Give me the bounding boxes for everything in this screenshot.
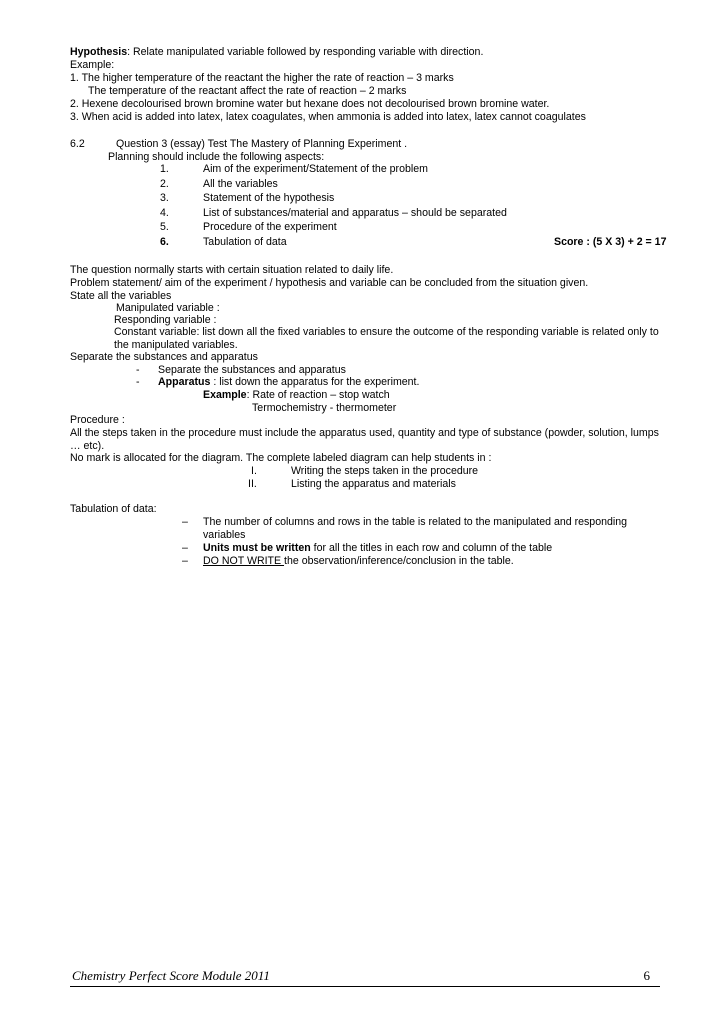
aspect-text: Procedure of the experiment <box>203 221 337 233</box>
aspect-number: 4. <box>160 207 169 219</box>
tabulation-label: Tabulation of data: <box>70 503 157 515</box>
footer-rule <box>70 986 660 987</box>
aspect-text: All the variables <box>203 178 278 190</box>
dash: - <box>136 364 140 376</box>
aspect-number: 5. <box>160 221 169 233</box>
do-not-write: DO NOT WRITE <box>203 555 285 567</box>
units-text: for all the titles in each row and column of the table <box>310 542 553 554</box>
section-title: Question 3 (essay) Test The Mastery of Planning Experiment . <box>116 138 408 150</box>
apparatus-text: : list down the apparatus for the experiment. <box>210 376 420 388</box>
separate-heading: Separate the substances and apparatus <box>70 351 258 363</box>
procedure-text-cont: … etc). <box>70 440 105 452</box>
hypothesis-line <box>70 46 483 58</box>
hypothesis-text: : Relate manipulated variable followed by responding variable with direction. <box>127 46 484 58</box>
aspect-text: Tabulation of data <box>203 236 287 248</box>
page-footer <box>72 970 660 982</box>
hypothesis-label: Hypothesis <box>70 46 128 58</box>
dash: – <box>182 542 188 554</box>
footer-title: Chemistry Perfect Score Module 2011 <box>72 968 270 983</box>
roman-text: Listing the apparatus and materials <box>291 478 456 490</box>
score-text: Score : (5 X 3) + 2 = 17 <box>554 236 667 248</box>
tabulation-bullet-1-cont: variables <box>203 529 246 541</box>
paragraph: State all the variables <box>70 290 172 302</box>
separate-item: Separate the substances and apparatus <box>158 364 346 376</box>
responding-variable: Responding variable : <box>114 314 217 326</box>
example-3: 3. When acid is added into latex, latex coagulates, when ammonia is added into latex, latex cannot coagulates <box>70 111 586 123</box>
example-1b: The temperature of the reactant affect the rate of reaction – 2 marks <box>88 85 407 97</box>
aspect-text: Aim of the experiment/Statement of the problem <box>203 163 428 175</box>
procedure-text: All the steps taken in the procedure must include the apparatus used, quantity and type of substance (powder, solution, lumps <box>70 427 659 439</box>
dash: – <box>182 516 188 528</box>
aspect-text: List of substances/material and apparatus – should be separated <box>203 207 507 219</box>
example-line <box>203 389 390 401</box>
section-intro: Planning should include the following aspects: <box>108 151 325 163</box>
example-line-2: Termochemistry - thermometer <box>252 402 397 414</box>
aspect-number: 6. <box>160 236 169 248</box>
tabulation-bullet-2 <box>203 542 552 554</box>
apparatus-label: Apparatus <box>158 376 211 388</box>
constant-variable: Constant variable: list down all the fixed variables to ensure the outcome of the responding variable is related only to <box>114 326 659 338</box>
example-1: 1. The higher temperature of the reactant the higher the rate of reaction – 3 marks <box>70 72 454 84</box>
dash: - <box>136 376 140 388</box>
aspect-text: Statement of the hypothesis <box>203 192 335 204</box>
units-bold: Units must be written <box>203 542 311 554</box>
paragraph: Problem statement/ aim of the experiment / hypothesis and variable can be concluded from the situation given. <box>70 277 589 289</box>
example-label: Example: <box>70 59 115 71</box>
constant-variable-cont: the manipulated variables. <box>114 339 238 351</box>
apparatus-item <box>158 376 419 388</box>
aspect-number: 3. <box>160 192 169 204</box>
roman-number: I. <box>251 465 257 477</box>
example-label: Example <box>203 389 247 401</box>
page-number: 6 <box>643 968 650 983</box>
example-text: : Rate of reaction – stop watch <box>246 389 390 401</box>
diagram-note: No mark is allocated for the diagram. The complete labeled diagram can help students in : <box>70 452 492 464</box>
tabulation-bullet-1: The number of columns and rows in the table is related to the manipulated and responding <box>203 516 628 528</box>
paragraph: The question normally starts with certain situation related to daily life. <box>70 264 394 276</box>
section-number: 6.2 <box>70 138 85 150</box>
dash: – <box>182 555 188 567</box>
aspect-number: 1. <box>160 163 169 175</box>
manipulated-variable: Manipulated variable : <box>116 302 220 314</box>
roman-text: Writing the steps taken in the procedure <box>291 465 479 477</box>
example-2: 2. Hexene decolourised brown bromine water but hexane does not decolourised brown bromine water. <box>70 98 550 110</box>
aspect-number: 2. <box>160 178 169 190</box>
tabulation-bullet-3 <box>203 555 514 567</box>
roman-number: II. <box>248 478 257 490</box>
procedure-label: Procedure : <box>70 414 125 426</box>
do-not-write-text: the observation/inference/conclusion in the table. <box>284 555 514 567</box>
